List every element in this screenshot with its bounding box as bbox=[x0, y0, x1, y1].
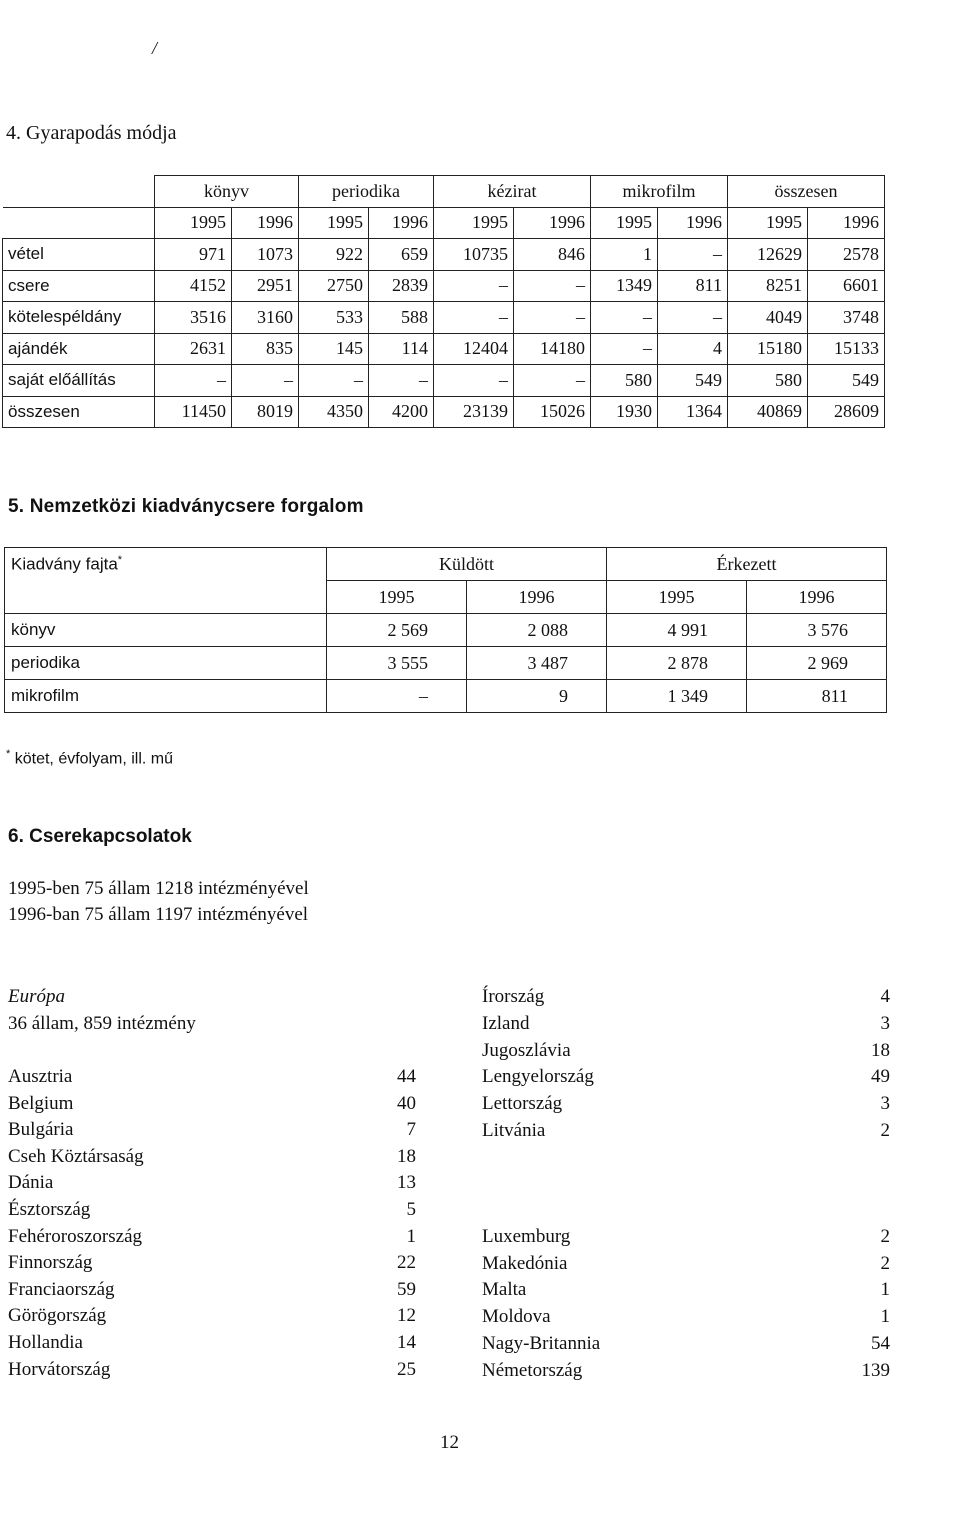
list-item bbox=[482, 986, 890, 1012]
year-header: 1995 bbox=[607, 581, 747, 614]
table-cell: 10735 bbox=[434, 239, 514, 271]
table-cell: 1930 bbox=[591, 396, 658, 428]
table-cell: 1073 bbox=[232, 239, 299, 271]
table-cell: 15180 bbox=[728, 333, 808, 365]
institution-count: 54 bbox=[871, 1332, 890, 1354]
summary-line-1995: 1995-ben 75 állam 1218 intézményével bbox=[8, 878, 309, 899]
institution-count: 44 bbox=[397, 1066, 416, 1087]
table-cell: – bbox=[434, 270, 514, 302]
year-header: 1995 bbox=[434, 207, 514, 239]
country-name: Malta bbox=[482, 1279, 527, 1301]
list-item bbox=[8, 1199, 416, 1225]
institution-count: 2 bbox=[880, 1120, 890, 1141]
country-name: Görögország bbox=[8, 1305, 107, 1327]
table-cell: – bbox=[299, 365, 369, 397]
group-header: könyv bbox=[155, 176, 299, 208]
list-item bbox=[8, 1279, 416, 1305]
year-header: 1996 bbox=[514, 207, 591, 239]
country-name: Ausztria bbox=[8, 1066, 73, 1087]
list-item bbox=[8, 1332, 416, 1358]
group-header: Érkezett bbox=[607, 548, 887, 581]
table-cell: – bbox=[434, 302, 514, 334]
table-cell: 114 bbox=[369, 333, 434, 365]
table-cell: 2 878 bbox=[607, 647, 747, 680]
institution-count: 18 bbox=[397, 1145, 416, 1167]
row-label: kötelespéldány bbox=[3, 302, 155, 334]
list-item bbox=[482, 1306, 890, 1332]
country-name: Finnország bbox=[8, 1252, 93, 1274]
table-cell: 8019 bbox=[232, 396, 299, 428]
country-name: Luxemburg bbox=[482, 1226, 571, 1247]
group-header: összesen bbox=[728, 176, 885, 208]
country-name: Bulgária bbox=[8, 1119, 74, 1141]
list-item bbox=[482, 1253, 890, 1279]
country-name: Litvánia bbox=[482, 1120, 546, 1141]
region-subtitle: 36 állam, 859 intézmény bbox=[8, 1013, 196, 1034]
list-item bbox=[482, 1226, 890, 1252]
table-cell: 2 569 bbox=[327, 614, 467, 647]
table-cell: 1 bbox=[591, 239, 658, 271]
country-name: Nagy-Britannia bbox=[482, 1332, 601, 1354]
table-cell: – bbox=[591, 302, 658, 334]
table-cell: 4 bbox=[658, 333, 728, 365]
list-item bbox=[8, 1252, 416, 1278]
list-item bbox=[482, 1093, 890, 1119]
table-cell: – bbox=[514, 365, 591, 397]
table-cell: 2 088 bbox=[467, 614, 607, 647]
table-row bbox=[3, 365, 885, 397]
table-cell: 2951 bbox=[232, 270, 299, 302]
row-label: könyv bbox=[5, 614, 327, 647]
table-cell: 14180 bbox=[514, 333, 591, 365]
exchange-group-header bbox=[5, 548, 887, 581]
corner-mark: / bbox=[152, 38, 158, 58]
table-cell: 4200 bbox=[369, 396, 434, 428]
institution-count: 49 bbox=[871, 1066, 890, 1088]
table-cell: 12629 bbox=[728, 239, 808, 271]
country-name: Írország bbox=[482, 986, 545, 1007]
table-cell: 3 576 bbox=[747, 614, 887, 647]
institution-count: 5 bbox=[406, 1199, 416, 1220]
table-cell: 6601 bbox=[808, 270, 885, 302]
footnote bbox=[6, 748, 173, 768]
institution-count: 2 bbox=[880, 1252, 890, 1274]
table-cell: 3748 bbox=[808, 302, 885, 334]
table-cell: – bbox=[514, 302, 591, 334]
list-item bbox=[482, 1013, 890, 1039]
institution-count: 25 bbox=[397, 1358, 416, 1380]
table-row bbox=[5, 614, 887, 647]
table-cell: 4350 bbox=[299, 396, 369, 428]
table-cell: – bbox=[434, 365, 514, 397]
table-cell: – bbox=[369, 365, 434, 397]
list-item bbox=[8, 1305, 416, 1331]
table-row bbox=[3, 396, 885, 428]
section-4-title: 4. Gyarapodás módja bbox=[6, 122, 177, 144]
table-cell: 549 bbox=[808, 365, 885, 397]
table-cell: – bbox=[658, 302, 728, 334]
year-header: 1995 bbox=[327, 581, 467, 614]
acquisition-group-header bbox=[3, 176, 885, 208]
table-cell: 2 969 bbox=[747, 647, 887, 680]
acquisition-year-header bbox=[3, 207, 885, 239]
row-label: ajándék bbox=[3, 333, 155, 365]
table-cell: 4152 bbox=[155, 270, 232, 302]
list-item bbox=[8, 1226, 416, 1252]
country-name: Horvátország bbox=[8, 1358, 111, 1380]
column-label-cell bbox=[5, 548, 327, 614]
institution-count: 3 bbox=[880, 1093, 890, 1115]
table-cell: 4 991 bbox=[607, 614, 747, 647]
group-header: mikrofilm bbox=[591, 176, 728, 208]
region-title: Európa bbox=[8, 986, 65, 1007]
table-row bbox=[5, 647, 887, 680]
table-cell: 3 555 bbox=[327, 647, 467, 680]
row-label: mikrofilm bbox=[5, 680, 327, 713]
table-cell: 3516 bbox=[155, 302, 232, 334]
footnote-mark: * bbox=[6, 748, 11, 760]
table-cell: 1 349 bbox=[607, 680, 747, 713]
institution-count: 40 bbox=[397, 1092, 416, 1114]
institution-count: 7 bbox=[406, 1119, 416, 1141]
institution-count: 22 bbox=[397, 1252, 416, 1274]
table-cell: 23139 bbox=[434, 396, 514, 428]
list-item bbox=[482, 1279, 890, 1305]
page-number: 12 bbox=[440, 1432, 459, 1453]
institution-count: 59 bbox=[397, 1278, 416, 1300]
table-row bbox=[3, 239, 885, 271]
table-cell: 40869 bbox=[728, 396, 808, 428]
country-name: Izland bbox=[482, 1012, 530, 1034]
table-cell: 533 bbox=[299, 302, 369, 334]
institution-count: 1 bbox=[880, 1306, 890, 1328]
list-item bbox=[8, 1119, 416, 1145]
table-cell: 15133 bbox=[808, 333, 885, 365]
list-item bbox=[8, 1359, 416, 1385]
table-cell: 2578 bbox=[808, 239, 885, 271]
table-cell: 811 bbox=[747, 680, 887, 713]
country-name: Belgium bbox=[8, 1092, 74, 1114]
table-cell: 145 bbox=[299, 333, 369, 365]
table-cell: 811 bbox=[658, 270, 728, 302]
country-name: Dánia bbox=[8, 1172, 54, 1194]
country-name: Franciaország bbox=[8, 1278, 115, 1300]
table-row bbox=[5, 680, 887, 713]
header-blank-cell bbox=[3, 176, 155, 208]
table-cell: 2750 bbox=[299, 270, 369, 302]
list-item bbox=[482, 1040, 890, 1066]
table-cell: 3160 bbox=[232, 302, 299, 334]
table-row bbox=[3, 302, 885, 334]
table-cell: 1349 bbox=[591, 270, 658, 302]
group-header: periodika bbox=[299, 176, 434, 208]
country-name: Hollandia bbox=[8, 1332, 83, 1353]
acquisition-table bbox=[2, 175, 885, 428]
group-header: kézirat bbox=[434, 176, 591, 208]
country-name: Makedónia bbox=[482, 1252, 568, 1274]
table-cell: 659 bbox=[369, 239, 434, 271]
institution-count: 13 bbox=[397, 1172, 416, 1194]
list-item bbox=[8, 1172, 416, 1198]
year-header: 1996 bbox=[808, 207, 885, 239]
table-cell: 3 487 bbox=[467, 647, 607, 680]
country-name: Németország bbox=[482, 1359, 583, 1381]
table-cell: 2839 bbox=[369, 270, 434, 302]
table-cell: 580 bbox=[728, 365, 808, 397]
table-cell: – bbox=[514, 270, 591, 302]
country-name: Moldova bbox=[482, 1306, 551, 1328]
table-cell: 580 bbox=[591, 365, 658, 397]
table-cell: 1364 bbox=[658, 396, 728, 428]
year-header: 1995 bbox=[591, 207, 658, 239]
table-row bbox=[3, 270, 885, 302]
institution-count: 4 bbox=[880, 986, 890, 1007]
country-name: Lettország bbox=[482, 1093, 563, 1115]
country-name: Cseh Köztársaság bbox=[8, 1145, 144, 1167]
row-label: periodika bbox=[5, 647, 327, 680]
header-blank-cell bbox=[3, 207, 155, 239]
institution-count: 139 bbox=[861, 1359, 890, 1381]
table-cell: – bbox=[658, 239, 728, 271]
row-label: összesen bbox=[3, 396, 155, 428]
table-cell: 922 bbox=[299, 239, 369, 271]
table-cell: 971 bbox=[155, 239, 232, 271]
table-cell: 11450 bbox=[155, 396, 232, 428]
country-name: Lengyelország bbox=[482, 1066, 594, 1088]
institution-count: 1 bbox=[406, 1225, 416, 1247]
table-cell: 28609 bbox=[808, 396, 885, 428]
year-header: 1996 bbox=[369, 207, 434, 239]
institution-count: 1 bbox=[880, 1279, 890, 1301]
list-item bbox=[482, 1120, 890, 1146]
column-label: Kiadvány fajta bbox=[11, 554, 118, 574]
column-label-mark: * bbox=[117, 554, 123, 566]
table-cell: 4049 bbox=[728, 302, 808, 334]
year-header: 1995 bbox=[155, 207, 232, 239]
row-label: csere bbox=[3, 270, 155, 302]
table-cell: 8251 bbox=[728, 270, 808, 302]
table-cell: 835 bbox=[232, 333, 299, 365]
exchange-table bbox=[4, 547, 887, 713]
table-cell: – bbox=[591, 333, 658, 365]
institution-count: 12 bbox=[397, 1305, 416, 1327]
table-cell: 846 bbox=[514, 239, 591, 271]
list-item bbox=[8, 1093, 416, 1119]
table-cell: 15026 bbox=[514, 396, 591, 428]
table-cell: 12404 bbox=[434, 333, 514, 365]
list-item bbox=[482, 1360, 890, 1386]
year-header: 1996 bbox=[747, 581, 887, 614]
table-cell: 588 bbox=[369, 302, 434, 334]
table-cell: 9 bbox=[467, 680, 607, 713]
table-row bbox=[3, 333, 885, 365]
year-header: 1996 bbox=[232, 207, 299, 239]
row-label: saját előállítás bbox=[3, 365, 155, 397]
section-5-title: 5. Nemzetközi kiadványcsere forgalom bbox=[8, 496, 364, 517]
institution-count: 2 bbox=[880, 1226, 890, 1247]
country-name: Fehéroroszország bbox=[8, 1225, 143, 1247]
group-header: Küldött bbox=[327, 548, 607, 581]
country-name: Jugoszlávia bbox=[482, 1039, 571, 1061]
list-item bbox=[8, 1066, 416, 1092]
institution-count: 18 bbox=[871, 1039, 890, 1061]
year-header: 1996 bbox=[658, 207, 728, 239]
table-cell: – bbox=[327, 680, 467, 713]
list-item bbox=[8, 1146, 416, 1172]
table-cell: – bbox=[232, 365, 299, 397]
institution-count: 14 bbox=[397, 1332, 416, 1353]
footnote-text: kötet, évfolyam, ill. mű bbox=[14, 750, 174, 768]
row-label: vétel bbox=[3, 239, 155, 271]
summary-line-1996: 1996-ban 75 állam 1197 intézményével bbox=[8, 904, 309, 925]
table-cell: 549 bbox=[658, 365, 728, 397]
year-header: 1996 bbox=[467, 581, 607, 614]
country-name: Észtország bbox=[8, 1199, 91, 1220]
year-header: 1995 bbox=[728, 207, 808, 239]
list-item bbox=[482, 1066, 890, 1092]
year-header: 1995 bbox=[299, 207, 369, 239]
list-item bbox=[482, 1333, 890, 1359]
table-cell: 2631 bbox=[155, 333, 232, 365]
table-cell: – bbox=[155, 365, 232, 397]
section-6-title: 6. Cserekapcsolatok bbox=[8, 826, 192, 847]
institution-count: 3 bbox=[880, 1012, 890, 1034]
